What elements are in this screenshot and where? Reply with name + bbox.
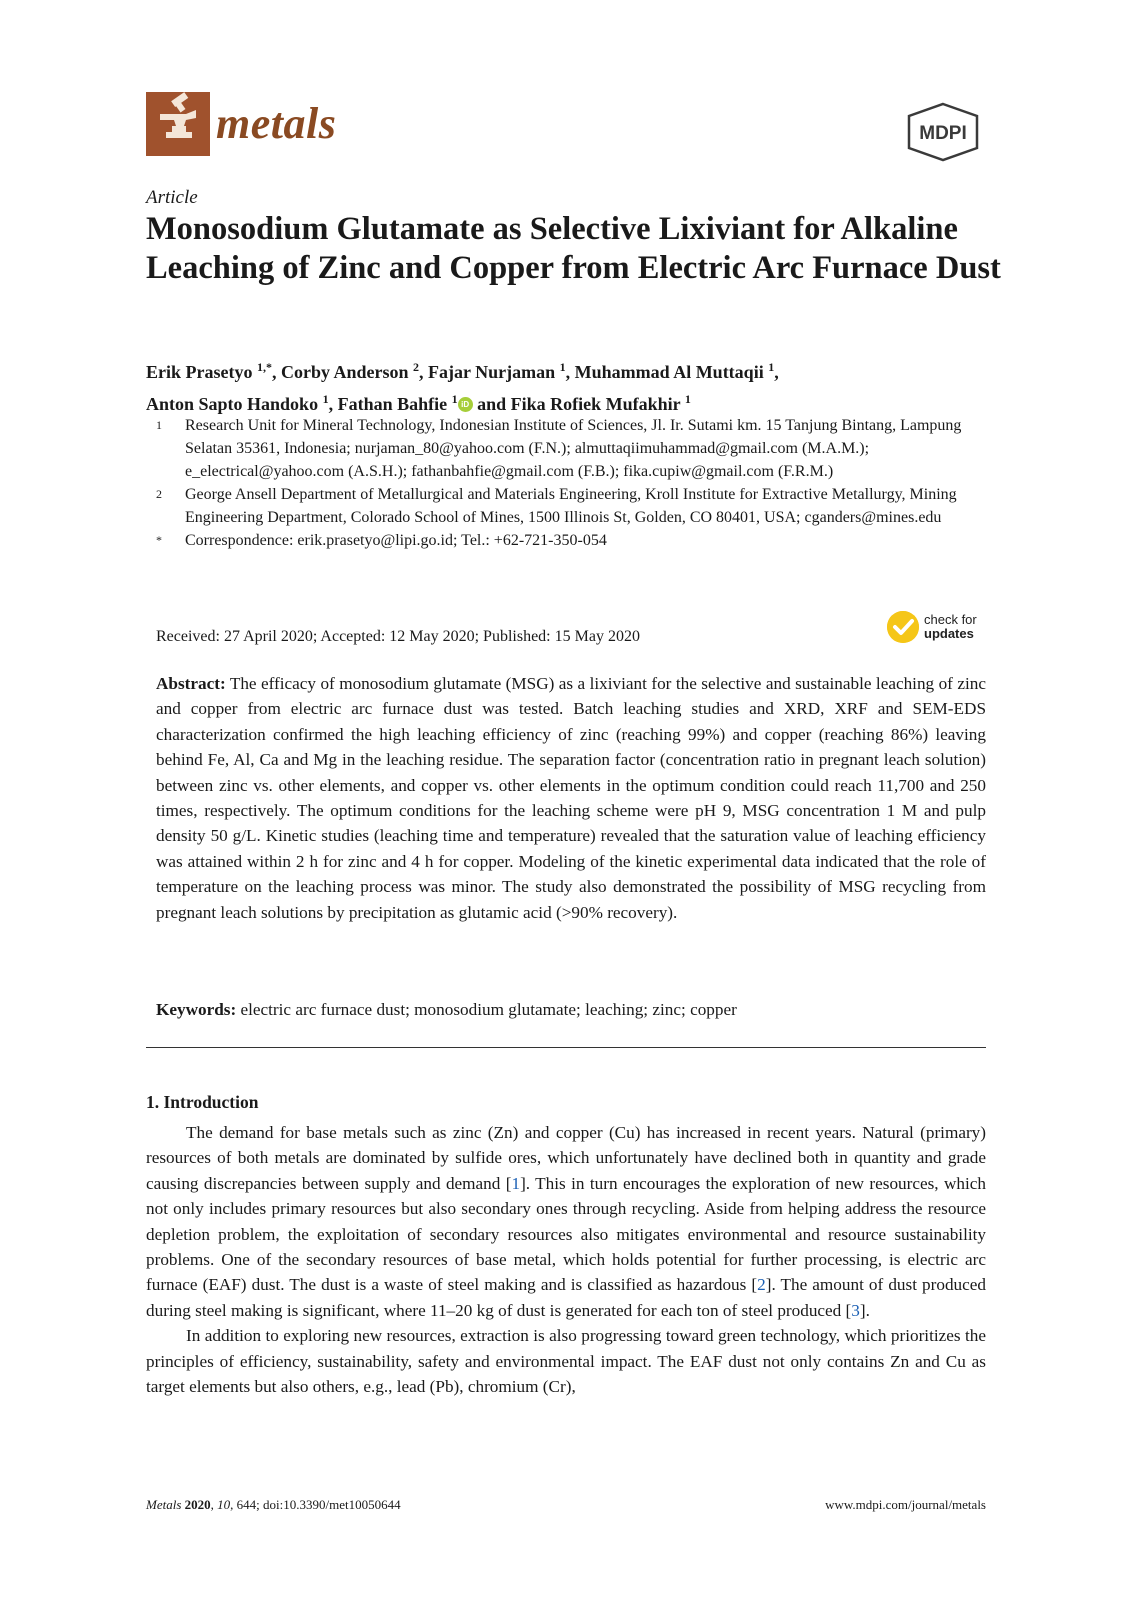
footer-volume: 10 <box>217 1497 231 1512</box>
author-name[interactable]: Fika Rofiek Mufakhir <box>510 394 681 414</box>
affiliation-text: George Ansell Department of Metallurgical and Materials Engineering, Kroll Institute for Extractive Metallurgy, Mining Engineering Department, Colorado School of Mines, 1500 Illinois St, Golden, CO 80401, USA; cganders@mines.edu <box>185 486 957 526</box>
author-name[interactable]: Muhammad Al Muttaqii <box>574 362 764 382</box>
affiliation-text: Research Unit for Mineral Technology, Indonesian Institute of Sciences, Jl. Ir. Sutami km. 15 Tanjung Bintang, Lampung Selatan 35361, Indonesia; nurjaman_80@yahoo.com (F.N.); almuttaqiimuhammad@gmail.com (M.A.M.); e_electrical@yahoo.com (A.S.H.); fathanbahfie@gmail.com (F.B.); fika.cupiw@gmail.com (F.R.M.) <box>185 417 962 480</box>
author-name[interactable]: Corby Anderson <box>280 362 409 382</box>
check-line1: check for <box>924 612 977 627</box>
journal-logo[interactable] <box>146 92 336 156</box>
affiliation-item <box>156 483 986 529</box>
mdpi-logo[interactable] <box>903 102 983 162</box>
paragraph-text: The demand for base metals such as zinc (Zn) and copper (Cu) has increased in recent years. Natural (primary) resources of both metals are dominated by sulfide ores, which unfortunately have declined both in quantity and grade causing discrepancies between supply and demand [ <box>146 1123 986 1193</box>
journal-name: metals <box>216 99 337 148</box>
author-affiliation-mark: 1 <box>322 392 329 406</box>
check-for-updates-label <box>924 613 977 641</box>
abstract <box>156 671 986 925</box>
affiliation-list <box>156 414 986 552</box>
checkmark-icon <box>887 611 919 643</box>
author-affiliation-mark: 1 <box>559 360 566 374</box>
check-for-updates-badge[interactable] <box>887 611 977 643</box>
abstract-text: The efficacy of monosodium glutamate (MSG) as a lixiviant for the selective and sustainable leaching of zinc and copper from electric arc furnace dust was tested. Batch leaching studies and XRD, XRF and SEM-EDS characterization confirmed the high leaching efficiency of zinc (reaching 99%) and copper (reaching 86%) leaving behind Fe, Al, Ca and Mg in the leaching residue. The separation factor (concentration ratio in pregnant leach solution) between zinc vs. other elements, and copper vs. other elements in the optimum condition could reach 11,700 and 250 times, respectively. The optimum conditions for the leaching scheme were pH 9, MSG concentration 1 M and pulp density 50 g/L. Kinetic studies (leaching time and temperature) revealed that the saturation value of leaching efficiency was attained within 2 h for zinc and 4 h for copper. Modeling of the kinetic experimental data indicated that the role of temperature on the leaching process was minor. The study also demonstrated the possibility of MSG recycling from pregnant leach solutions by precipitation as glutamic acid (>90% recovery). <box>156 674 986 922</box>
affiliation-number: 1 <box>156 418 162 432</box>
author-name[interactable]: Erik Prasetyo <box>146 362 253 382</box>
correspondence-text: Correspondence: erik.prasetyo@lipi.go.id; Tel.: +62-721-350-054 <box>185 532 607 549</box>
citation-link[interactable]: 3 <box>851 1300 860 1320</box>
author-affiliation-mark: 1,* <box>256 360 272 374</box>
author-separator: and <box>472 394 511 414</box>
author-name[interactable]: Fajar Nurjaman <box>428 362 556 382</box>
section-divider <box>146 1047 986 1048</box>
footer-citation: Metals 2020, 10, 644; doi:10.3390/met10050644 <box>146 1497 401 1512</box>
publication-dates: Received: 27 April 2020; Accepted: 12 May 2020; Published: 15 May 2020 <box>156 628 640 645</box>
mdpi-logo-text: MDPI <box>919 123 967 144</box>
paragraph <box>146 1120 986 1323</box>
author-list <box>146 354 1006 418</box>
citation-link[interactable]: 2 <box>757 1275 766 1295</box>
author-affiliation-mark: 2 <box>413 360 420 374</box>
affiliation-item <box>156 529 986 552</box>
footer-year: 2020 <box>184 1497 211 1512</box>
abstract-label: Abstract: <box>156 674 226 693</box>
section-heading: 1. Introduction <box>146 1092 259 1112</box>
affiliation-number: * <box>156 533 162 547</box>
author-affiliation-mark: 1 <box>451 392 458 406</box>
citation-link[interactable]: 1 <box>511 1173 521 1193</box>
author-affiliation-mark: 1 <box>684 392 691 406</box>
paragraph-text: ]. <box>859 1300 870 1320</box>
footer-journal: Metals <box>146 1497 182 1512</box>
affiliation-number: 2 <box>156 487 162 501</box>
anvil-icon <box>146 92 210 156</box>
author-separator: , <box>565 362 575 382</box>
paragraph: In addition to exploring new resources, extraction is also progressing toward green technology, which prioritizes the principles of efficiency, sustainability, safety and environmental impact. The EAF dust not only contains Zn and Cu as target elements but also others, e.g., lead (Pb), chromium (Cr), <box>146 1326 986 1397</box>
footer-doi: , 644; doi:10.3390/met10050644 <box>230 1497 401 1512</box>
author-separator: , <box>419 362 429 382</box>
article-type: Article <box>146 187 198 208</box>
paragraph-text: ]. The amount of dust produced during steel making is significant, where 11–20 kg of dust is generated for each ton of steel produced [ <box>146 1275 986 1320</box>
orcid-icon[interactable]: iD <box>458 397 473 412</box>
keywords-text: electric arc furnace dust; monosodium glutamate; leaching; zinc; copper <box>240 1000 737 1019</box>
affiliation-item <box>156 414 986 483</box>
paragraph-text: ]. This in turn encourages the exploration of new resources, which not only includes primary resources but also secondary ones through recycling. Aside from helping address the resource depletion problem, the exploitation of secondary resources also mitigates environmental and resource sustainability problems. One of the secondary resources of base metal, which holds potential for further processing, is electric arc furnace (EAF) dust. The dust is a waste of steel making and is classified as hazardous [ <box>146 1173 986 1295</box>
author-separator: , <box>774 362 779 382</box>
author-separator: , <box>328 394 338 414</box>
footer-url[interactable]: www.mdpi.com/journal/metals <box>825 1497 986 1512</box>
author-separator: , <box>271 362 281 382</box>
author-name[interactable]: Fathan Bahfie <box>337 394 448 414</box>
author-name[interactable]: Anton Sapto Handoko <box>146 394 319 414</box>
check-line2: updates <box>924 626 974 641</box>
section-body <box>146 1120 986 1399</box>
keywords <box>156 1000 986 1020</box>
article-title: Monosodium Glutamate as Selective Lixiviant for Alkaline Leaching of Zinc and Copper from Electric Arc Furnace Dust <box>146 211 1001 286</box>
author-affiliation-mark: 1 <box>768 360 775 374</box>
keywords-label: Keywords: <box>156 1000 237 1019</box>
